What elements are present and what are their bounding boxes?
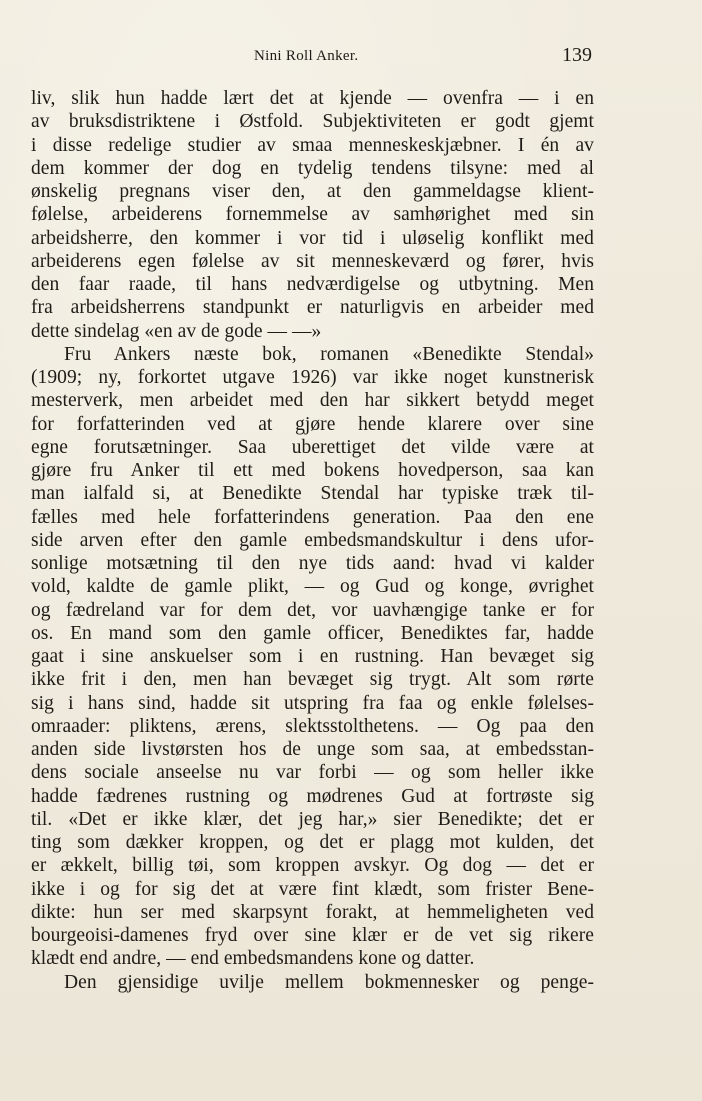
text-line: egne forutsætninger. Saa uberettiget det vilde være at: [31, 436, 594, 458]
text-line: følelse, arbeiderens fornemmelse av samhørighet med sin: [31, 204, 594, 226]
page-number: 139: [562, 44, 592, 66]
text-line: anden side livstørsten hos de unge som saa, at embedsstan-: [31, 739, 594, 760]
text-line: omraader: pliktens, ærens, slektsstolthetens. — Og paa den: [31, 715, 594, 737]
text-line: i disse redelige studier av smaa menneskeskjæbner. I én av: [31, 134, 594, 156]
page-header: [0, 42, 702, 72]
text-line: dette sindelag «en av de gode — —»: [31, 320, 322, 342]
text-line: dem kommer der dog en tydelig tendens tilsyne: med al: [31, 157, 594, 179]
text-line: dens sociale anseelse nu var forbi — og som heller ikke: [31, 762, 594, 784]
text-line: (1909; ny, forkortet utgave 1926) var ikke noget kunstnerisk: [31, 367, 594, 388]
text-line: sig i hans sind, hadde sit utspring fra faa og enkle følelses-: [31, 692, 594, 714]
text-line: dikte: hun ser med skarpsynt forakt, at hemmeligheten ved: [31, 901, 594, 923]
text-line: arbeiderens egen følelse av sit menneskeværd og fører, hvis: [31, 250, 594, 272]
text-line: til. «Det er ikke klær, det jeg har,» sier Benedikte; det er: [31, 808, 594, 830]
text-line: Den gjensidige uvilje mellem bokmennesker og penge-: [64, 971, 594, 993]
text-line: for forfatterinden ved at gjøre hende klarere over sine: [31, 413, 594, 435]
text-line: Fru Ankers næste bok, romanen «Benedikte Stendal»: [64, 343, 594, 365]
text-line: gaat i sine anskuelser som i en rustning. Han bevæget sig: [31, 646, 594, 667]
text-line: hadde fædrenes rustning og mødrenes Gud at fortrøste sig: [31, 785, 594, 807]
body-text: [31, 87, 594, 994]
text-line: ønskelig pregnans viser den, at den gammeldagse klient-: [31, 181, 594, 202]
text-line: ting som dækker kroppen, og det er plagg mot kulden, det: [31, 832, 594, 853]
text-line: er ækkelt, billig tøi, som kroppen avskyr. Og dog — det er: [31, 855, 594, 877]
text-line: liv, slik hun hadde lært det at kjende — ovenfra — i en: [31, 88, 594, 109]
text-line: sonlige motsætning til den nye tids aand: hvad vi kalder: [31, 553, 594, 574]
text-line: os. En mand som den gamle officer, Benediktes far, hadde: [31, 622, 594, 644]
text-line: fra arbeidsherrens standpunkt er naturligvis en arbeider med: [31, 297, 594, 319]
text-line: man ialfald si, at Benedikte Stendal har typiske træk til-: [31, 483, 594, 505]
running-title: Nini Roll Anker.: [254, 48, 359, 64]
text-line: vold, kaldte de gamle plikt, — og Gud og konge, øvrighet: [31, 576, 594, 598]
text-line: side arven efter den gamle embedsmandskultur i dens ufor-: [31, 529, 594, 551]
text-line: av bruksdistriktene i Østfold. Subjektiviteten er godt gjemt: [31, 111, 594, 133]
text-line: ikke i og for sig det at være fint klædt, som frister Bene-: [31, 878, 594, 900]
text-line: arbeidsherre, den kommer i vor tid i uløselig konflikt med: [31, 227, 594, 249]
text-line: og fædreland var for dem det, vor uavhængige tanke er for: [31, 599, 594, 621]
text-line: gjøre fru Anker til ett med bokens hovedperson, saa kan: [31, 460, 594, 481]
text-line: mesterverk, men arbeidet med den har sikkert betydd meget: [31, 390, 594, 412]
text-line: klædt end andre, — end embedsmandens kone og datter.: [31, 948, 475, 970]
text-line: bourgeoisi-damenes fryd over sine klær er de vet sig rikere: [31, 925, 594, 946]
text-line: den faar raade, til hans nedværdigelse og utbytning. Men: [31, 274, 594, 295]
text-line: fælles med hele forfatterindens generation. Paa den ene: [31, 506, 594, 528]
text-line: ikke frit i den, men han bevæget sig trygt. Alt som rørte: [31, 669, 594, 691]
